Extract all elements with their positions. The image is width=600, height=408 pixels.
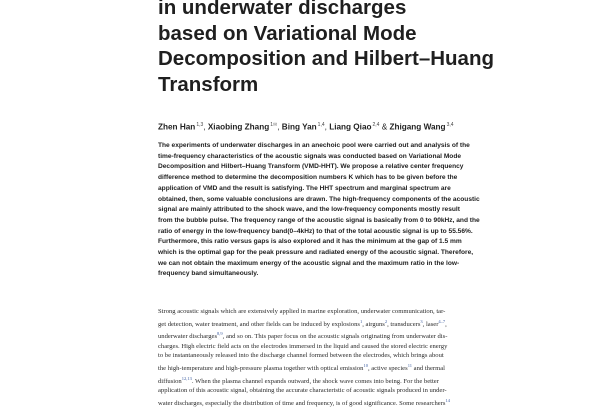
abstract-line: which is the optimal gap for the peak pressure and radiated energy of the acoustic signal. Therefore, [158, 249, 474, 257]
body-text: get detection, water treatment, and other fields can be induced by explosions [158, 320, 360, 328]
reference-link[interactable]: 3 [420, 318, 423, 324]
body-line [158, 329, 600, 342]
author-name[interactable]: Zhen Han [158, 122, 196, 132]
reference-link[interactable]: 14 [445, 397, 450, 403]
author-list [158, 122, 598, 132]
body-line [158, 396, 600, 408]
reference-link[interactable]: 2 [384, 318, 388, 324]
body-text: , transducers [387, 320, 421, 328]
body-text: , active species [367, 365, 408, 373]
body-line [158, 386, 600, 396]
author-name[interactable]: Zhigang Wang [389, 122, 446, 132]
body-line [158, 307, 600, 317]
abstract-line: frequency band simultaneously. [158, 270, 259, 278]
abstract-line: from the bubble pulse. The frequency range of the acoustic signal is basically from 0 to 90kHz, and the [158, 216, 480, 224]
author-separator: & [379, 122, 390, 132]
author-affiliation: 1,4 [317, 122, 325, 128]
body-text: to be instantaneously released into the discharge channel formed between the electrodes, which brings about [158, 352, 444, 360]
reference-link[interactable]: 1 [359, 318, 363, 324]
abstract-line: signal are mainly attributed to the shock wave, and the low-frequency components mostly result [158, 206, 460, 214]
reference-link[interactable]: 11 [407, 362, 413, 368]
body-text: charges. High electric field acts on the electrodes immersed in the liquid and caused the stored electric energy [158, 342, 448, 350]
author-affiliation: 2,4 [372, 122, 380, 128]
abstract-line: time-frequency characteristics of the acoustic signals was conducted based on Variational Mode [158, 152, 462, 160]
abstract-line: The experiments of underwater discharges in an anechoic pool were carried out and analysis of the [158, 142, 470, 149]
abstract-line: Decomposition and Hilbert–Huang Transform (VMD-HHT). We propose a relative center frequency [158, 163, 464, 171]
abstract-line: obtained, then, some valuable conclusions are drawn. The high-frequency components of the acoustic [158, 195, 480, 203]
author-separator: , [324, 122, 330, 132]
abstract-line: difference method to determine the decomposition numbers K which has to be given before the [158, 174, 458, 182]
body-text: water discharges, especially the distribution of time and frequency, is of good significance. Some researchers [158, 399, 446, 407]
body-text: underwater discharges [158, 333, 218, 341]
body-line [158, 317, 600, 330]
reference-link[interactable]: 8,9 [217, 331, 223, 337]
body-line [158, 342, 600, 352]
author-name[interactable]: Bing Yan [281, 122, 317, 132]
title-line: in underwater discharges [158, 0, 407, 19]
title-line: based on Variational Mode [158, 21, 417, 45]
body-text: , laser [422, 320, 439, 328]
abstract-line: application of VMD and the result is satisfying. The HHT spectrum and marginal spectrum are [158, 184, 451, 192]
body-text: application of this acoustic signal, obtaining the accurate characteristic of acoustic signals produced in under- [158, 387, 447, 395]
author-affiliation: 1 [270, 122, 274, 128]
body-text: Strong acoustic signals which are extensively applied in marine exploration, underwater communication, tar- [158, 308, 446, 315]
abstract-line: we can not obtain the maximum energy of the acoustic signal and the maximum ratio in the low- [158, 259, 460, 267]
abstract-line: Furthermore, this ratio versus gaps is also explored and it has the minimum at the gap of 1.5 mm [158, 238, 462, 246]
body-text: . When the plasma channel expands outward, the shock wave comes into being. For the better [191, 377, 439, 385]
reference-link[interactable]: 4–7 [438, 318, 446, 324]
body-line [158, 374, 600, 387]
author-separator: , [203, 122, 208, 132]
body-paragraph [158, 307, 600, 408]
abstract [158, 141, 600, 280]
abstract-line: ratio of energy in the low-frequency band(0–4kHz) to that of the total acoustic signal is up to 55.56%. [158, 227, 473, 235]
body-line [158, 351, 600, 361]
body-text: diffusion [158, 377, 182, 385]
body-text: the high-temperature and high-pressure plasma together with optical emission [158, 365, 364, 373]
body-text: and thermal [412, 365, 445, 373]
email-icon[interactable]: ✉ [273, 122, 278, 128]
author-separator: , [277, 122, 282, 132]
body-text: , [445, 320, 447, 328]
body-text: , airguns [362, 320, 385, 328]
author-name[interactable]: Xiaobing Zhang [207, 122, 270, 132]
paper-title [158, 0, 598, 97]
body-line [158, 361, 600, 374]
author-name[interactable]: Liang Qiao [329, 122, 372, 132]
author-affiliation: 3,4 [446, 122, 454, 128]
body-text: , and so on. This paper focus on the acoustic signals originating from underwater dis- [222, 333, 448, 341]
reference-link[interactable]: 10 [363, 362, 368, 368]
reference-link[interactable]: 12,13 [181, 375, 192, 381]
title-line: Transform [158, 72, 259, 96]
author-affiliation: 1,3 [196, 122, 204, 128]
title-line: Decomposition and Hilbert–Huang [158, 47, 494, 70]
